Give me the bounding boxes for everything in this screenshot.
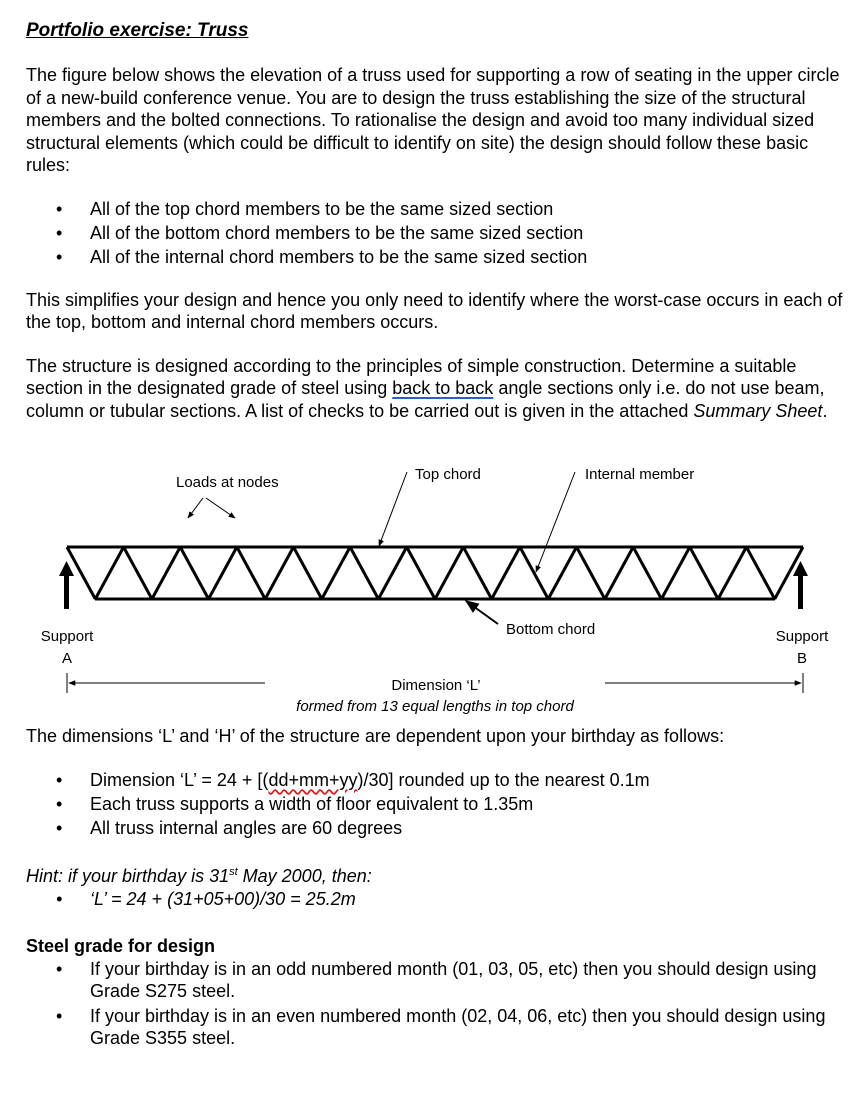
support-a-letter: A	[61, 650, 73, 667]
internal-member	[322, 547, 350, 599]
structure-paragraph	[26, 355, 846, 423]
list-item: • All of the bottom chord members to be the same sized section	[26, 221, 846, 245]
internal-member	[265, 547, 293, 599]
internal-member	[718, 547, 746, 599]
load-arrow	[188, 498, 203, 518]
internal-member	[95, 547, 123, 599]
list-item: • Each truss supports a width of floor equivalent to 1.35m	[26, 792, 846, 816]
hint-text: May 2000, then:	[237, 865, 372, 886]
internal-member	[209, 547, 237, 599]
internal-member	[152, 547, 180, 599]
truss-diagram	[0, 455, 868, 725]
list-item: • If your birthday is in an even numbered month (02, 04, 06, etc) then you should design using Grade S355 steel.	[26, 1005, 846, 1050]
list-item	[26, 768, 846, 792]
steel-heading: Steel grade for design	[26, 936, 216, 956]
summary-sheet-term: Summary Sheet	[693, 400, 823, 421]
list-item: • All of the top chord members to be the same sized section	[26, 197, 846, 221]
internal-member	[492, 547, 520, 599]
support-b-label: Support	[775, 628, 829, 645]
support-a-label: Support	[40, 628, 94, 645]
internal-member-pointer	[536, 472, 575, 572]
back-to-back-term: back to back	[392, 378, 494, 398]
formula-text: Dimension ‘L’ = 24 + [(	[90, 769, 269, 790]
formula-variable: dd+mm+yy	[268, 769, 358, 790]
steel-list	[26, 958, 846, 1050]
internal-member	[548, 547, 576, 599]
support-arrow-b	[793, 561, 808, 609]
internal-member-label: Internal member	[585, 466, 695, 483]
list-item: • ‘L’ = 24 + (31+05+00)/30 = 25.2m	[26, 887, 846, 911]
internal-member	[378, 547, 406, 599]
loads-label: Loads at nodes	[176, 474, 279, 491]
dimension-label: Dimension ‘L’	[391, 677, 481, 694]
bottom-chord-pointer	[466, 601, 498, 624]
simplify-paragraph: This simplifies your design and hence you only need to identify where the worst-case occurs in each of the top, bottom and internal chord members occurs.	[26, 289, 843, 332]
intro-paragraph: The figure below shows the elevation of a truss used for supporting a row of seating in the upper circle of a new-build conference venue. You are to design the truss establishing the size of the structural members and the bolted connections. To rationalise the design and avoid too many individual sized structural elements (which could be difficult to identify on site) the design should follow these basic rules:	[26, 65, 840, 175]
hint-list	[26, 887, 846, 911]
page-title: Portfolio exercise: Truss	[26, 20, 249, 41]
internal-member	[463, 547, 491, 599]
top-chord-label: Top chord	[415, 466, 481, 483]
support-arrow-a	[59, 561, 74, 609]
list-item: • All of the internal chord members to be the same sized section	[26, 245, 846, 269]
internal-member	[124, 547, 152, 599]
bottom-chord-label: Bottom chord	[506, 621, 596, 638]
internal-member	[605, 547, 633, 599]
internal-member	[690, 547, 718, 599]
internal-member	[180, 547, 208, 599]
internal-member	[350, 547, 378, 599]
hint-text: Hint: if your birthday is 31	[26, 865, 230, 886]
structure-text: .	[822, 400, 828, 421]
dimensions-intro: The dimensions ‘L’ and ‘H’ of the structure are dependent upon your birthday as follows:	[26, 726, 725, 746]
hint-superscript: st	[229, 865, 238, 878]
load-arrow	[206, 498, 235, 518]
internal-member	[577, 547, 605, 599]
formula-text: )/30] rounded up to the nearest 0.1m	[357, 769, 650, 790]
internal-member	[746, 547, 774, 599]
dimensions-list	[26, 768, 846, 840]
list-item: • If your birthday is in an odd numbered month (01, 03, 05, etc) then you should design using Grade S275 steel.	[26, 958, 846, 1003]
internal-member	[520, 547, 548, 599]
list-item: • All truss internal angles are 60 degrees	[26, 816, 846, 840]
top-chord-pointer	[379, 472, 407, 546]
structure-text: angle sections only i.e. do not use beam, column or tubular sections. A list of checks to be carried out is given in the attached	[26, 378, 825, 421]
web-members	[67, 547, 803, 599]
internal-member	[293, 547, 321, 599]
structure-text: The structure is designed according to the principles of simple construction. Determine a suitable section in the designated grade of steel using	[26, 355, 797, 398]
internal-member	[661, 547, 689, 599]
internal-member	[633, 547, 661, 599]
support-b-letter: B	[796, 650, 808, 667]
hint-line	[26, 861, 846, 888]
rules-list	[26, 197, 846, 269]
internal-member	[435, 547, 463, 599]
internal-member	[407, 547, 435, 599]
dimension-note: formed from 13 equal lengths in top chord	[296, 698, 574, 715]
internal-member	[237, 547, 265, 599]
